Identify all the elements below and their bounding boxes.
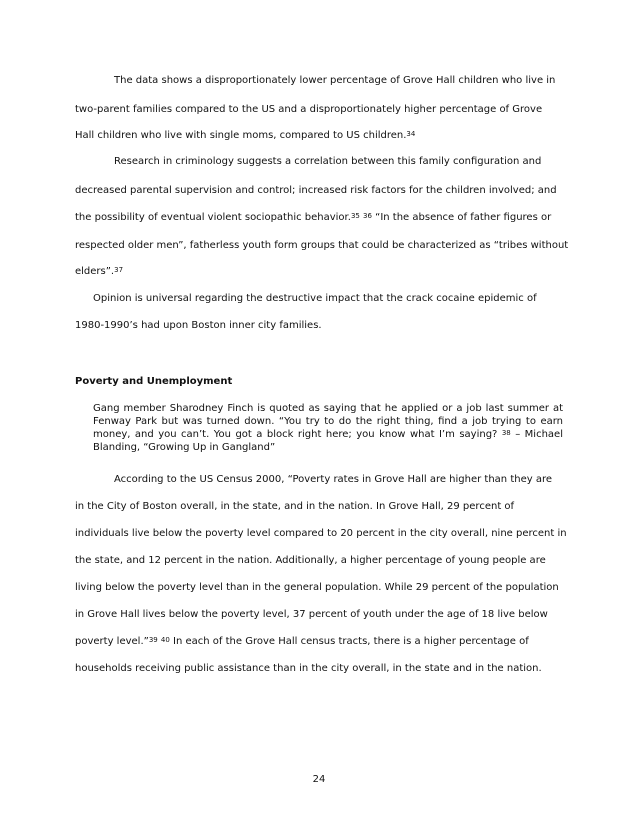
paragraph-4-line-7 [75, 636, 529, 648]
paragraph-3-line-1: Opinion is universal regarding the destructive impact that the crack cocaine epidemic of [93, 293, 537, 304]
paragraph-2-line-3-tail: “In the absence of father figures or [371, 212, 552, 223]
paragraph-4-line-3: individuals live below the poverty level compared to 20 percent in the city overall, nine percent in [75, 528, 567, 539]
footnote-ref-39: 39 [148, 636, 158, 644]
paragraph-4-line-7-text: poverty level.” [75, 636, 149, 647]
footnote-ref-36: 36 [363, 212, 372, 220]
paragraph-2-line-3-text: the possibility of eventual violent sociopathic behavior. [75, 212, 351, 223]
footnote-ref-37: 37 [114, 266, 124, 274]
section-heading: Poverty and Unemployment [75, 376, 233, 387]
footnote-ref-40: 40 [160, 636, 170, 644]
paragraph-2-line-3 [75, 212, 551, 224]
footnote-ref-35: 35 [350, 212, 360, 220]
paragraph-4-line-1: According to the US Census 2000, “Poverty rates in Grove Hall are higher than they are [114, 474, 553, 485]
blockquote-attribution: – Michael Blanding, “Growing Up in Gangland” [93, 429, 563, 453]
footnote-ref-38: 38 [501, 429, 511, 437]
blockquote-text: Gang member Sharodney Finch is quoted as saying that he applied or a job last summer at Fenway Park but was turned down. “You try to do the right thing, find a job trying to earn money, and you can’t. You got a block right here; you know what I’m saying? [93, 403, 563, 440]
paragraph-2-line-1: Research in criminology suggests a correlation between this family configuration and [114, 156, 542, 167]
paragraph-3-line-2: 1980-1990’s had upon Boston inner city families. [75, 320, 322, 331]
paragraph-4-line-8: households receiving public assistance than in the city overall, in the state and in the nation. [75, 663, 542, 674]
paragraph-1-line-3 [75, 130, 415, 142]
paragraph-2-line-2: decreased parental supervision and control; increased risk factors for the children involved; and [75, 185, 557, 196]
paragraph-2-line-5 [75, 266, 123, 278]
blockquote [93, 402, 563, 454]
paragraph-2-line-5-text: elders”. [75, 266, 115, 277]
paragraph-4-line-6: in Grove Hall lives below the poverty level, 37 percent of youth under the age of 18 live below [75, 609, 548, 620]
paragraph-1-line-2: two-parent families compared to the US and a disproportionately higher percentage of Grove [75, 104, 543, 115]
paragraph-4-line-2: in the City of Boston overall, in the state, and in the nation. In Grove Hall, 29 percent of [75, 501, 515, 512]
page-number: 24 [312, 774, 326, 785]
paragraph-1-line-3-text: Hall children who live with single moms, compared to US children. [75, 130, 407, 141]
paragraph-1-line-1: The data shows a disproportionately lower percentage of Grove Hall children who live in [114, 75, 556, 86]
paragraph-4-line-4: the state, and 12 percent in the nation. Additionally, a higher percentage of young people are [75, 555, 546, 566]
footnote-ref-34: 34 [406, 130, 416, 138]
paragraph-4-line-5: living below the poverty level than in the general population. While 29 percent of the population [75, 582, 559, 593]
paragraph-4-line-7-tail: In each of the Grove Hall census tracts, there is a higher percentage of [169, 636, 529, 647]
paragraph-2-line-4: respected older men”, fatherless youth form groups that could be characterized as “tribes without [75, 240, 569, 251]
